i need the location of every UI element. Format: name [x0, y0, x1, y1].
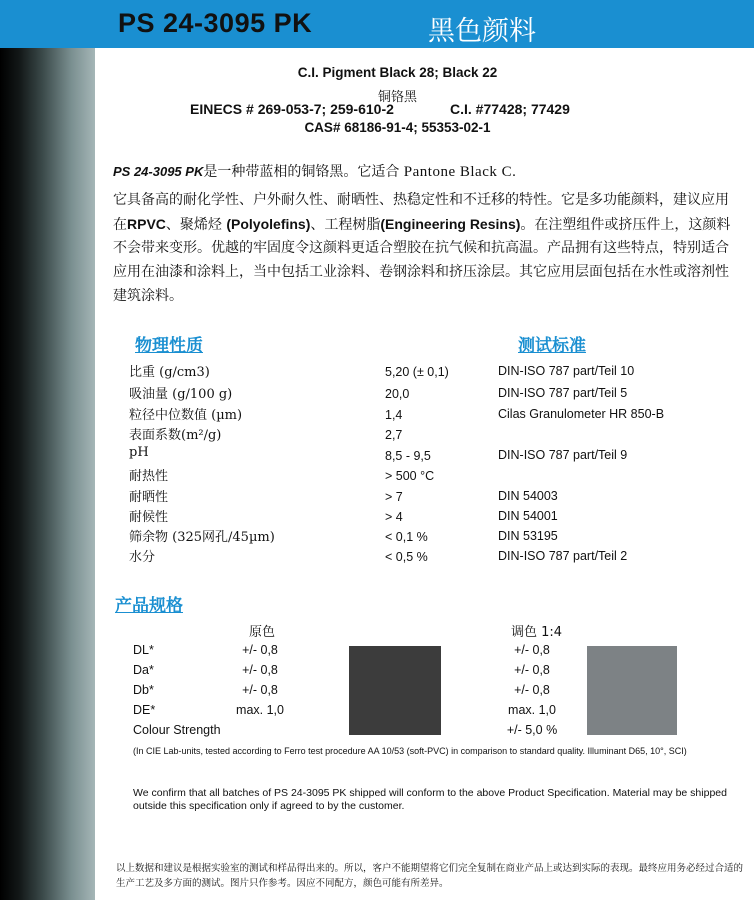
spec-label: Colour Strength — [133, 723, 221, 737]
property-value: < 0,5 % — [385, 550, 428, 564]
property-standard: DIN 53195 — [498, 529, 558, 543]
spec-tint-value: max. 1,0 — [508, 703, 556, 717]
decorative-sidebar — [0, 48, 95, 900]
spec-masstone-value: +/- 0,8 — [242, 643, 278, 657]
property-name: 耐晒性 — [129, 490, 169, 505]
description-paragraph — [113, 189, 738, 309]
spec-note: (In CIE Lab-units, tested according to Ferro test procedure AA 10/53 (soft-PVC) in comparison to standard quality. Illuminant D65, 10°, SCI) — [133, 746, 687, 756]
spec-masstone-value: max. 1,0 — [236, 703, 284, 717]
spec-tint-value: +/- 0,8 — [514, 643, 550, 657]
property-name: pH — [129, 445, 149, 460]
spec-label: DE* — [133, 703, 156, 717]
intro-text: 是一种带蓝相的铜铬黑。它适合 — [203, 164, 404, 180]
spec-masstone-value: +/- 0,8 — [242, 663, 278, 677]
properties-heading: 物理性质 — [135, 336, 203, 356]
desc-polyolefins: (Polyolefins) — [226, 215, 311, 232]
spec-label: Db* — [133, 683, 154, 697]
title-banner — [0, 0, 754, 48]
ci-pigment-name: C.I. Pigment Black 28; Black 22 — [297, 65, 498, 80]
product-code: PS 24-3095 PK — [118, 8, 313, 38]
desc-part-2: 、聚烯烃 — [165, 216, 227, 233]
property-standard: DIN-ISO 787 part/Teil 5 — [498, 386, 628, 400]
masstone-color-swatch — [349, 646, 441, 735]
disclaimer-footer: 以上数据和建议是根据实验室的测试和样品得出来的。所以，客户不能期望将它们完全复制在商业产品上或达到实际的表现。最终应用务必经过合适的生产工艺及多方面的测试。图片只作参考。因应不同配方，颜色可能有所差异。 — [116, 863, 744, 889]
desc-part-3: 、工程树脂 — [310, 216, 381, 233]
product-name-cn: 黑色颜料 — [428, 16, 536, 47]
property-value: 8,5 - 9,5 — [385, 449, 431, 463]
property-name: 吸油量 (g/100 g) — [129, 387, 233, 402]
property-value: 5,20 (± 0,1) — [385, 365, 449, 379]
spec-label: Da* — [133, 663, 154, 677]
pigment-name-cn: 铜铬黑 — [377, 90, 417, 105]
property-standard: Cilas Granulometer HR 850-B — [498, 407, 665, 421]
desc-part-4: 。在注塑组件或挤压件上，这颜料不会带来变形。优越的牢固度令这颜料更适合塑胶在抗气候和抗高温。产品拥有这些特点，特别适合应用在油漆和涂料上，当中包括工业涂料、卷钢涂料和挤压涂层。其它应用层面包括在水性或溶剂性建筑涂料。 — [113, 216, 731, 304]
property-value: 20,0 — [385, 387, 410, 401]
spec-masstone-value: +/- 0,8 — [242, 683, 278, 697]
property-name: 耐候性 — [129, 510, 169, 525]
property-value: > 4 — [385, 510, 403, 524]
spec-label: DL* — [133, 643, 154, 657]
spec-tint-value: +/- 0,8 — [514, 663, 550, 677]
intro-pantone: Pantone Black C. — [403, 164, 517, 180]
ci-number: C.I. #77428; 77429 — [450, 101, 570, 117]
spec-heading: 产品规格 — [115, 596, 183, 616]
desc-eng-resins: (Engineering Resins) — [380, 215, 521, 232]
test-standard-heading: 测试标准 — [518, 336, 586, 356]
property-standard: DIN-ISO 787 part/Teil 2 — [498, 549, 628, 563]
property-standard: DIN-ISO 787 part/Teil 10 — [498, 364, 635, 378]
property-value: > 7 — [385, 490, 403, 504]
property-standard: DIN-ISO 787 part/Teil 9 — [498, 448, 628, 462]
desc-part-1: 它具备高的耐化学性、户外耐久性、耐晒性、热稳定性和不迁移的特性。它是多功能颜料，建议应用在 — [113, 192, 729, 233]
property-value: 2,7 — [385, 428, 403, 442]
spec-tint-value: +/- 0,8 — [514, 683, 550, 697]
confirmation-text: We confirm that all batches of PS 24-3095 PK shipped will conform to the above Product Specification. Material may be shipped outside this specification only if agreed to by the customer. — [133, 787, 727, 812]
intro-line — [113, 161, 743, 181]
property-name: 水分 — [129, 550, 156, 565]
cas-number: CAS# 68186-91-4; 55353-02-1 — [304, 120, 491, 135]
property-name: 表面系数(m²/g) — [129, 428, 222, 443]
einecs-number: EINECS # 269-053-7; 259-610-2 — [190, 101, 394, 117]
property-name: 粒径中位数值 (µm) — [129, 408, 243, 423]
spec-tint-header: 调色 1:4 — [511, 625, 563, 640]
property-name: 筛余物 (325网孔/45µm) — [129, 530, 275, 545]
property-name: 比重 (g/cm3) — [129, 365, 210, 380]
property-value: > 500 °C — [385, 469, 435, 483]
property-standard: DIN 54001 — [498, 509, 558, 523]
property-value: 1,4 — [385, 408, 403, 422]
intro-product: PS 24-3095 PK — [113, 164, 204, 179]
property-value: < 0,1 % — [385, 530, 428, 544]
tint-color-swatch — [587, 646, 677, 735]
property-name: 耐热性 — [129, 469, 169, 484]
spec-masstone-header: 原色 — [249, 625, 276, 640]
spec-tint-value: +/- 5,0 % — [506, 723, 558, 737]
property-standard: DIN 54003 — [498, 489, 558, 503]
desc-rpvc: RPVC — [127, 215, 166, 232]
